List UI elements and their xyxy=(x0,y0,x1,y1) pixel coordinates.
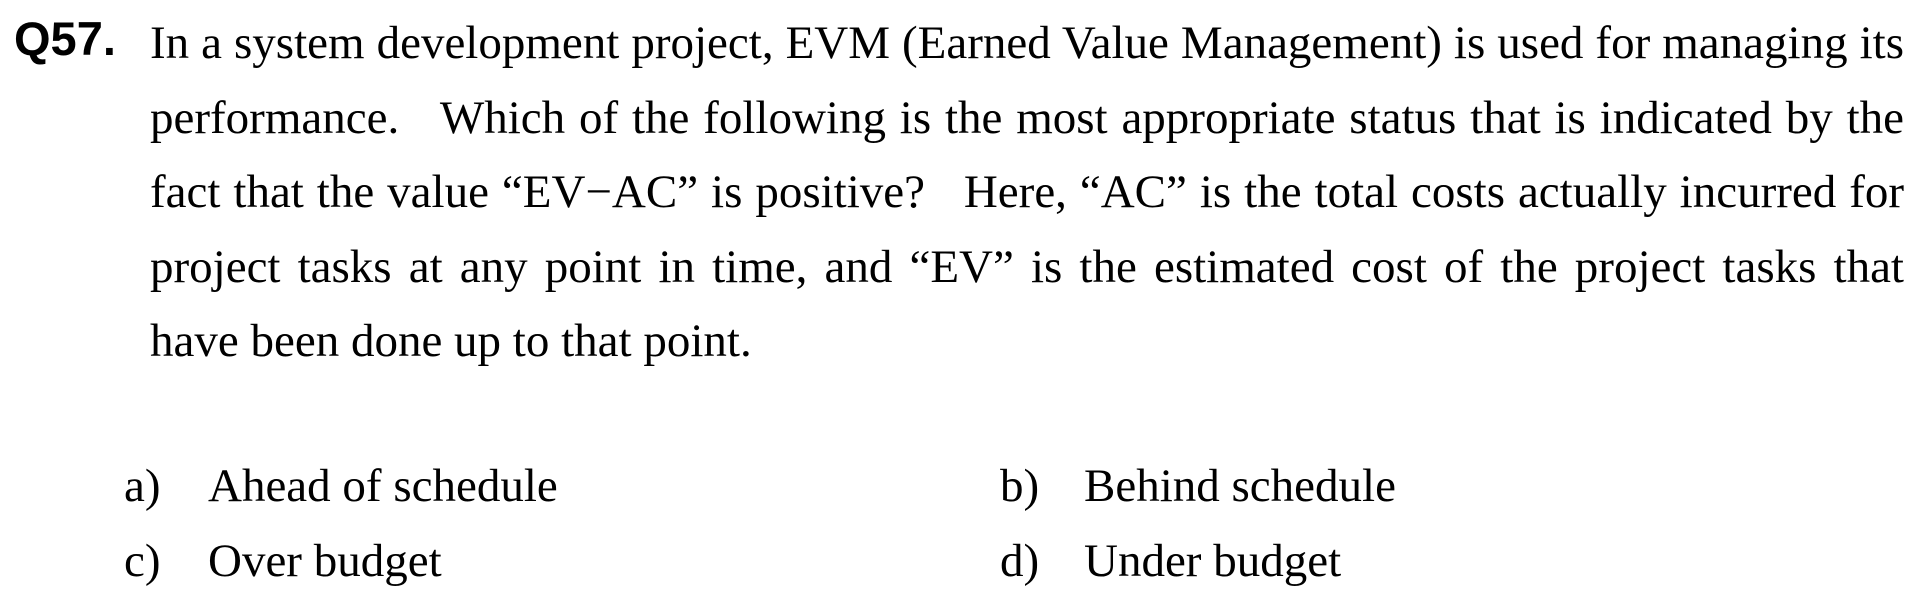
question-number: Q57. xyxy=(14,12,116,65)
choice-letter: b) xyxy=(1000,460,1040,512)
choice-a xyxy=(124,459,558,513)
choice-d xyxy=(1000,534,1341,588)
choice-text: Ahead of schedule xyxy=(208,460,558,512)
choice-text: Under budget xyxy=(1084,535,1342,587)
choice-letter: a) xyxy=(124,460,161,512)
choice-letter: c) xyxy=(124,535,161,587)
choice-letter: d) xyxy=(1000,535,1040,587)
choice-text: Over budget xyxy=(208,535,442,587)
choice-text: Behind schedule xyxy=(1084,460,1396,512)
choice-c xyxy=(124,534,442,588)
choice-b xyxy=(1000,459,1396,513)
question-text: In a system development project, EVM (Earned Value Management) is used for managing its performance. Which of the following is the most appropriate status that is indicated by the fact that the value “EV−AC” is positive? Here, “AC” is the total costs actually incurred for project tasks at any point in time, and “EV” is the estimated cost of the project tasks that have been done up to that point. xyxy=(150,17,1916,367)
